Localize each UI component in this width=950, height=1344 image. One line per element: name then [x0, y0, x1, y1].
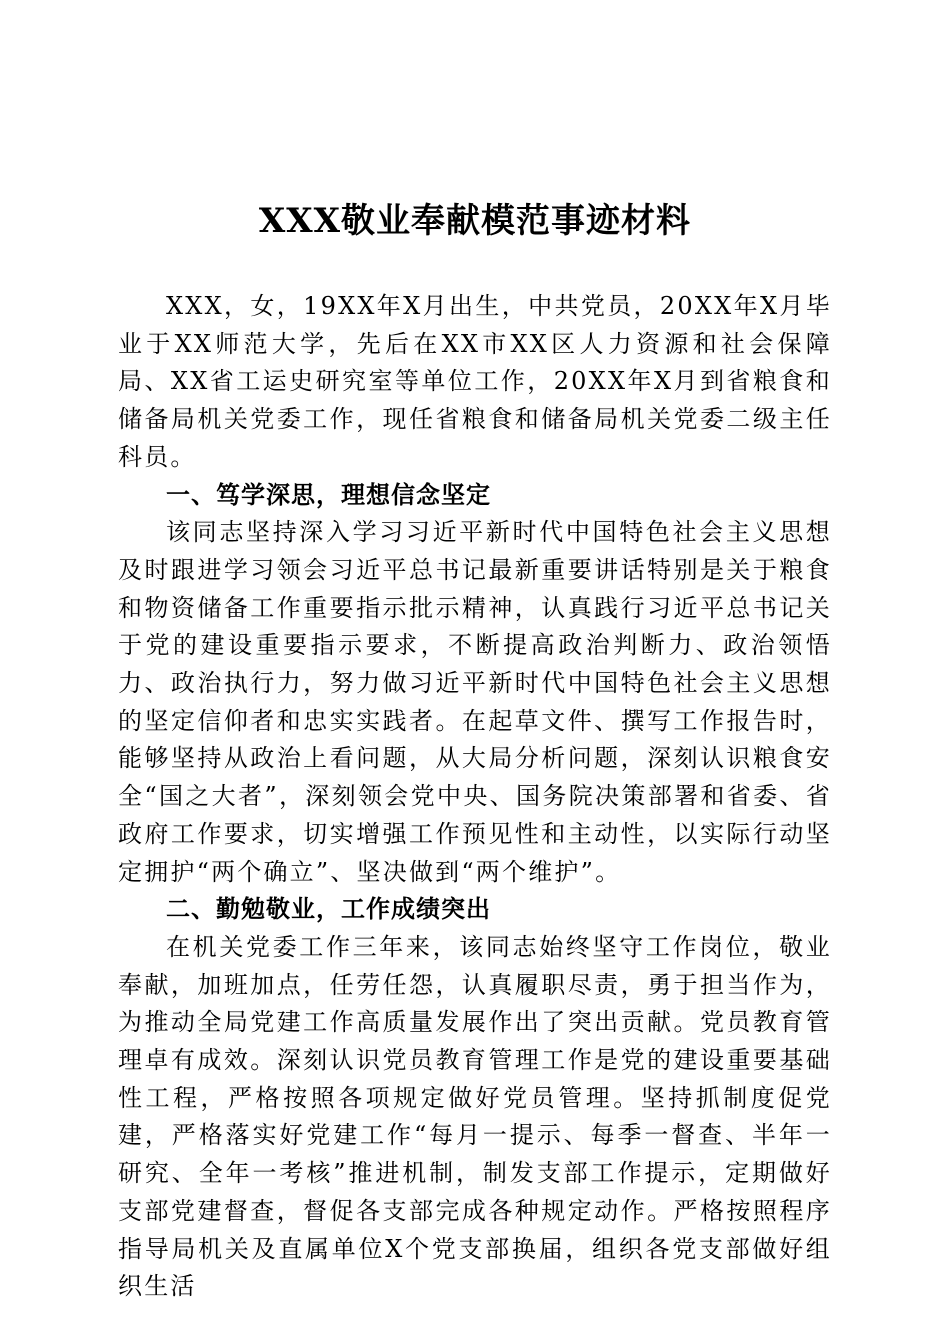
section-heading-1: 一、笃学深思，理想信念坚定 [166, 480, 491, 509]
section-paragraph-2: 在机关党委工作三年来，该同志始终坚守工作岗位，敬业奉献，加班加点，任劳任怨，认真履职尽责，勇于担当作为，为推动全局党建工作高质量发展作出了突出贡献。党员教育管理卓有成效。深刻认识党员教育管理工作是党的建设重要基础性工程，严格按照各项规定做好党员管理。坚持抓制度促党建，严格落实好党建工作“每月一提示、每季一督查、半年一研究、全年一考核”推进机制，制发支部工作提示，定期做好支部党建督查，督促各支部完成各种规定动作。严格按照程序指导局机关及直属单位X个党支部换届，组织各党支部做好组织生活 [118, 932, 832, 1301]
section-paragraph-1: 该同志坚持深入学习习近平新时代中国特色社会主义思想及时跟进学习领会习近平总书记最新重要讲话特别是关于粮食和物资储备工作重要指示批示精神，认真践行习近平总书记关于党的建设重要指示要求，不断提高政治判断力、政治领悟力、政治执行力，努力做习近平新时代中国特色社会主义思想的坚定信仰者和忠实实践者。在起草文件、撰写工作报告时，能够坚持从政治上看问题，从大局分析问题，深刻认识粮食安全“国之大者”，深刻领会党中央、国务院决策部署和省委、省政府工作要求，切实增强工作预见性和主动性，以实际行动坚定拥护“两个确立”、坚决做到“两个维护”。 [118, 518, 832, 886]
intro-paragraph: XXX，女，19XX年X月出生，中共党员，20XX年X月毕业于XX师范大学，先后在XX市XX区人力资源和社会保障局、XX省工运史研究室等单位工作，20XX年X月到省粮食和储备局机关党委工作，现任省粮食和储备局机关党委二级主任科员。 [118, 292, 832, 471]
document-body [118, 288, 832, 1306]
document-title: XXX敬业奉献模范事迹材料 [258, 201, 692, 241]
section-heading-2: 二、勤勉敬业，工作成绩突出 [166, 895, 491, 924]
